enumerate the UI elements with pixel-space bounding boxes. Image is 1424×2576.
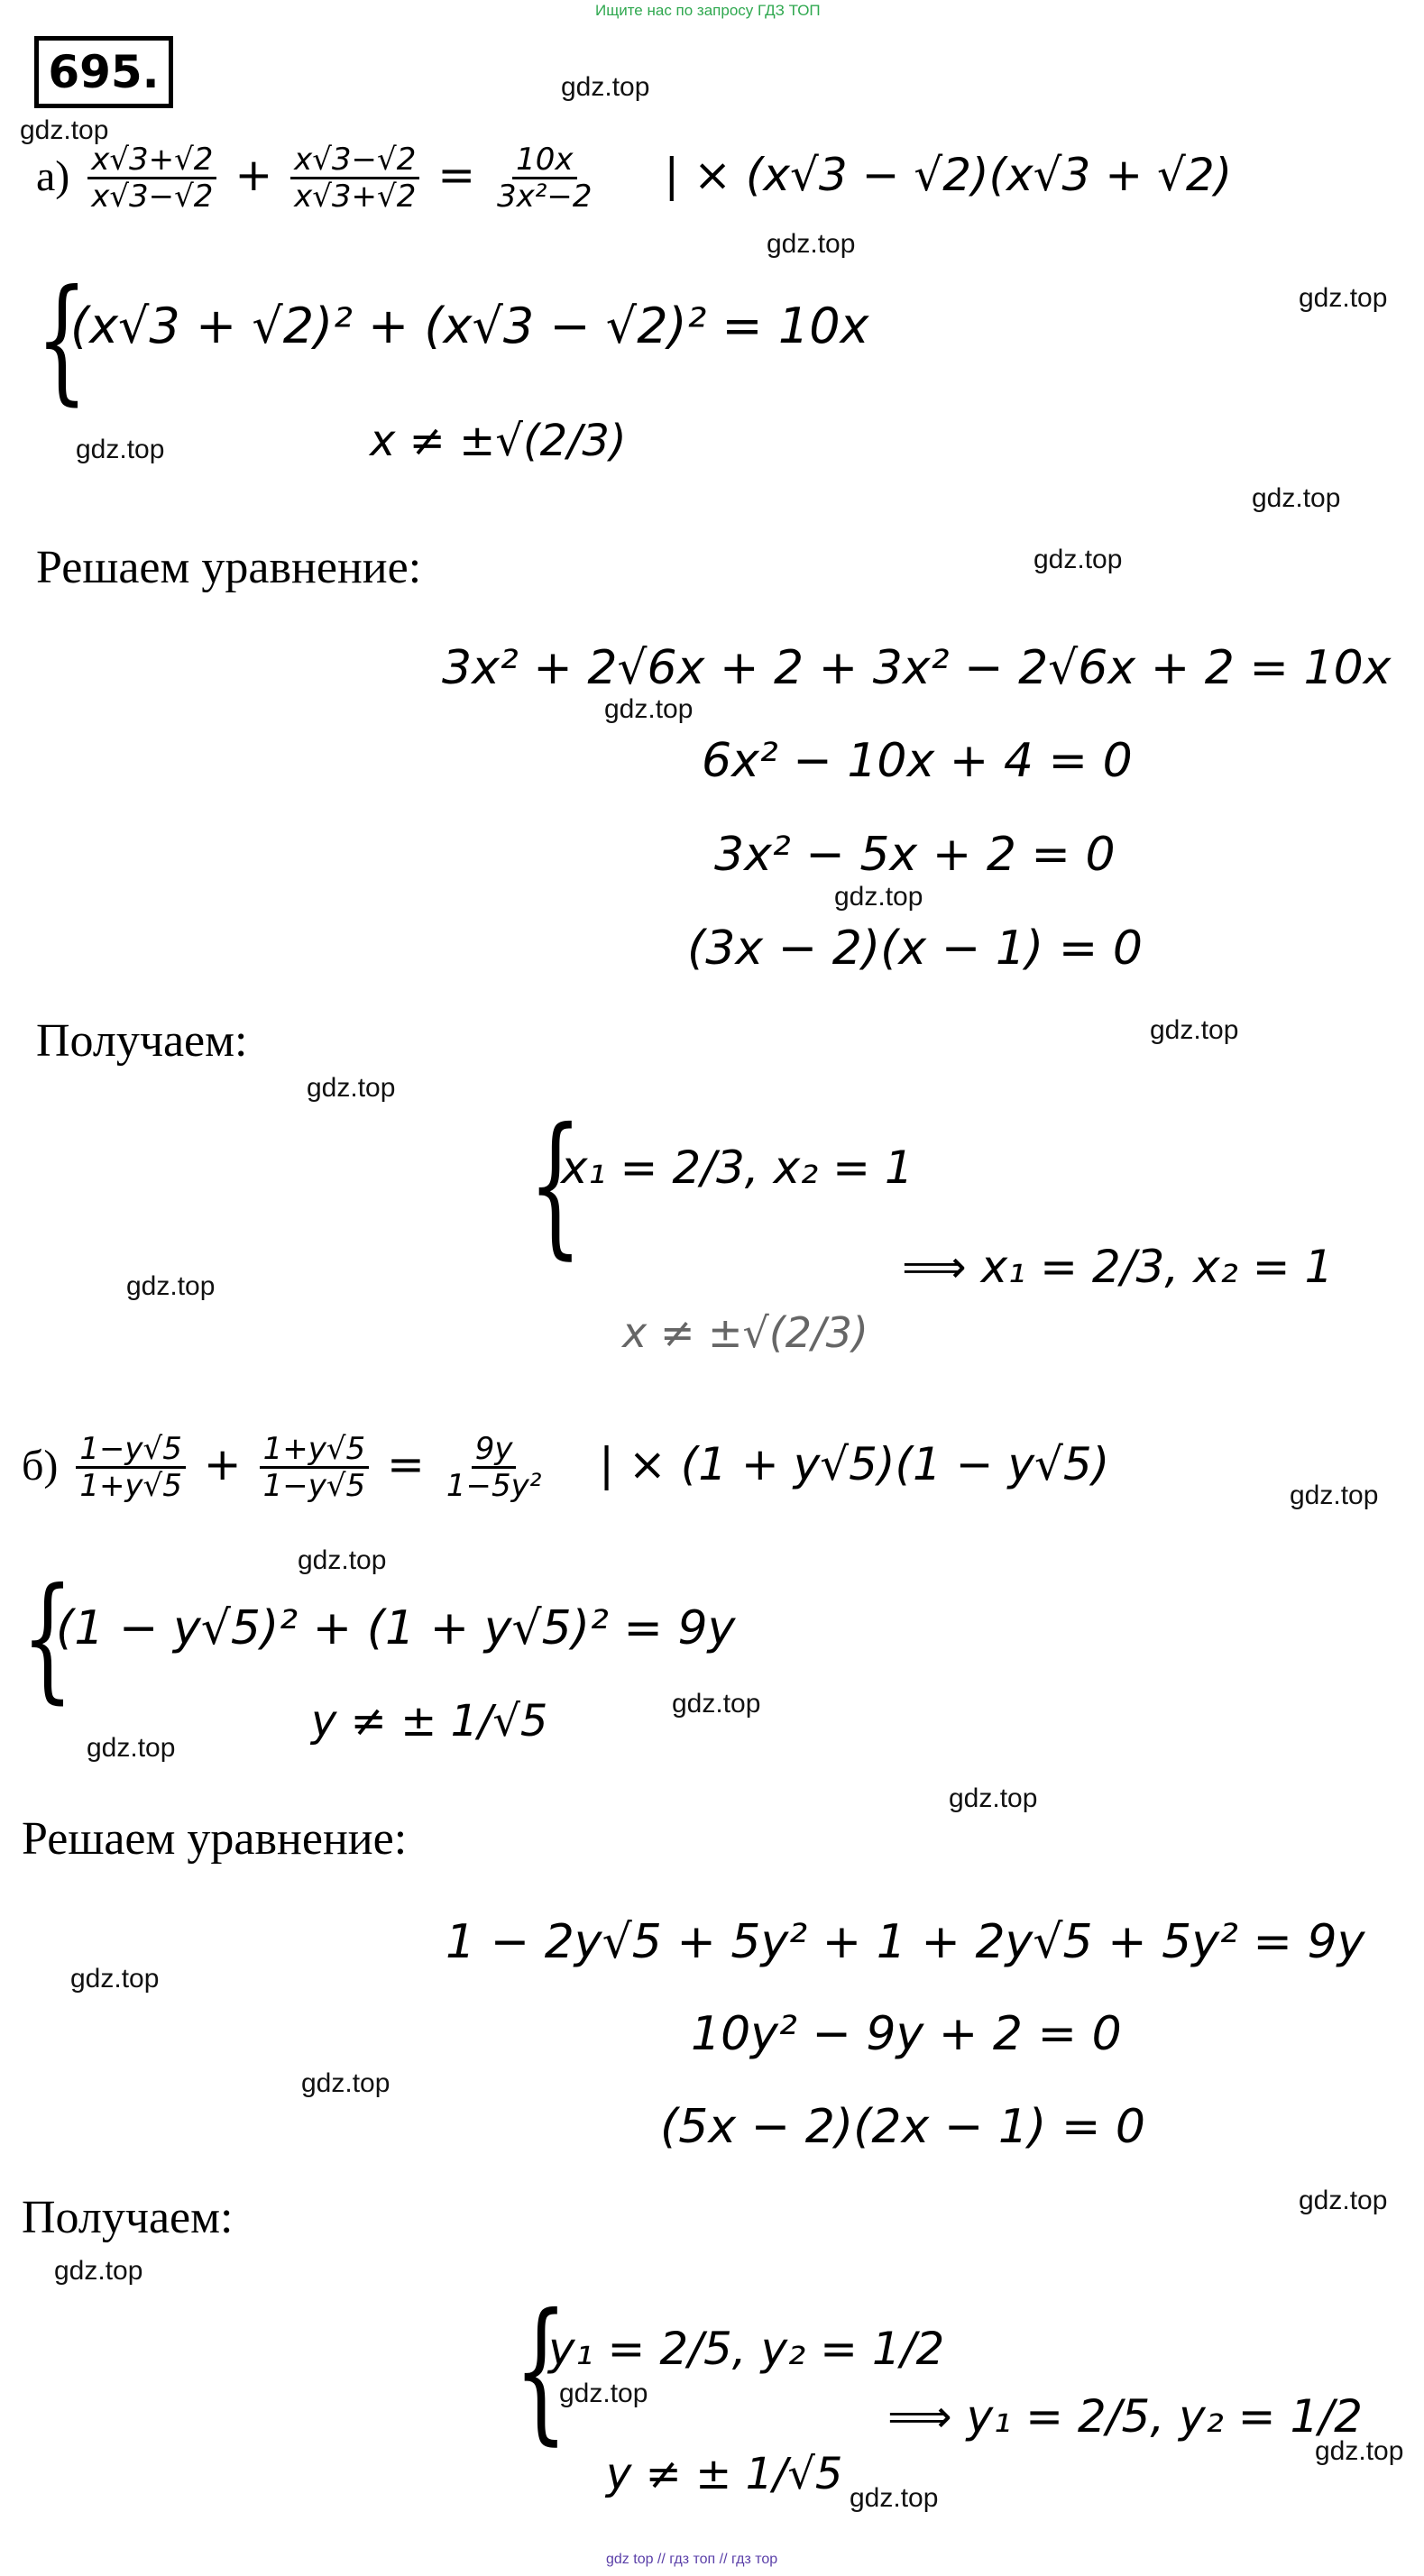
watermark: gdz.top bbox=[1252, 483, 1341, 513]
plus-sign: + bbox=[234, 149, 273, 201]
step-line: 10y² − 9y + 2 = 0 bbox=[691, 2007, 1122, 2061]
denominator: x√3−√2 bbox=[91, 179, 214, 215]
watermark: gdz.top bbox=[301, 2068, 390, 2098]
fraction bbox=[443, 1431, 546, 1504]
watermark: gdz.top bbox=[1290, 1481, 1379, 1510]
step-line: 3x² − 5x + 2 = 0 bbox=[714, 828, 1116, 882]
fraction bbox=[87, 142, 216, 215]
system-restriction: y ≠ ± 1/√5 bbox=[311, 1696, 548, 1746]
plus-sign: + bbox=[203, 1438, 242, 1490]
numerator: 9y bbox=[472, 1434, 517, 1469]
watermark: gdz.top bbox=[949, 1783, 1038, 1813]
result-restriction: x ≠ ±√(2/3) bbox=[622, 1308, 868, 1357]
system-brace: { bbox=[22, 1560, 74, 1717]
step-line: (3x − 2)(x − 1) = 0 bbox=[687, 921, 1143, 976]
watermark: gdz.top bbox=[672, 1689, 761, 1719]
fraction bbox=[76, 1431, 186, 1504]
watermark: gdz.top bbox=[126, 1271, 216, 1301]
watermark: gdz.top bbox=[1299, 283, 1388, 313]
step-line: 3x² + 2√6x + 2 + 3x² − 2√6x + 2 = 10x bbox=[442, 641, 1392, 695]
result-roots: x₁ = 2/3, x₂ = 1 bbox=[561, 1141, 914, 1194]
result-brace: { bbox=[528, 1095, 583, 1274]
step-line: (5x − 2)(2x − 1) = 0 bbox=[660, 2100, 1146, 2154]
watermark: gdz.top bbox=[76, 435, 165, 464]
answer: ⟹ x₁ = 2/3, x₂ = 1 bbox=[902, 1241, 1334, 1293]
denominator: 1+y√5 bbox=[79, 1468, 182, 1504]
equals-sign: = bbox=[437, 149, 476, 201]
watermark: gdz.top bbox=[1315, 2436, 1404, 2466]
numerator: 1−y√5 bbox=[76, 1434, 186, 1469]
watermark: gdz.top bbox=[834, 882, 923, 912]
result-label: Получаем: bbox=[22, 2192, 234, 2243]
watermark: gdz.top bbox=[1299, 2186, 1388, 2215]
watermark: gdz.top bbox=[307, 1073, 396, 1103]
result-restriction: y ≠ ± 1/√5 bbox=[606, 2449, 843, 2499]
watermark: gdz.top bbox=[561, 72, 650, 102]
result-roots: y₁ = 2/5, y₂ = 1/2 bbox=[548, 2323, 945, 2375]
numerator: x√3−√2 bbox=[290, 144, 419, 179]
footer: gdz top // гдз топ // гдз тор bbox=[606, 2552, 778, 2567]
watermark: gdz.top bbox=[559, 2379, 648, 2408]
watermark: gdz.top bbox=[604, 694, 694, 724]
denominator: 1−y√5 bbox=[262, 1468, 366, 1504]
denominator: 1−5y² bbox=[446, 1468, 542, 1504]
fraction bbox=[493, 142, 596, 215]
multiplier: | × (1 + y√5)(1 − y√5) bbox=[599, 1438, 1110, 1490]
problem-number: 695. bbox=[34, 36, 173, 108]
solve-label: Решаем уравнение: bbox=[22, 1813, 408, 1865]
watermark: gdz.top bbox=[87, 1733, 176, 1763]
part-b-label: б) bbox=[22, 1442, 59, 1490]
solve-label: Решаем уравнение: bbox=[36, 542, 422, 593]
part-a-equation bbox=[36, 142, 1233, 215]
numerator: 1+y√5 bbox=[260, 1434, 370, 1469]
equals-sign: = bbox=[387, 1438, 425, 1490]
step-line: 6x² − 10x + 4 = 0 bbox=[702, 734, 1133, 788]
watermark: gdz.top bbox=[70, 1964, 160, 1994]
watermark: gdz.top bbox=[298, 1545, 387, 1575]
system-equation: (1 − y√5)² + (1 + y√5)² = 9y bbox=[56, 1601, 736, 1655]
step-line: 1 − 2y√5 + 5y² + 1 + 2y√5 + 5y² = 9y bbox=[446, 1915, 1365, 1969]
top-banner: Ищите нас по запросу ГДЗ ТОП bbox=[595, 2, 821, 19]
denominator: x√3+√2 bbox=[294, 179, 417, 215]
system-brace: { bbox=[36, 261, 88, 418]
watermark: gdz.top bbox=[20, 115, 109, 145]
result-brace: { bbox=[514, 2281, 568, 2460]
fraction bbox=[260, 1431, 370, 1504]
fraction bbox=[290, 142, 419, 215]
part-a-label: а) bbox=[36, 152, 70, 200]
watermark: gdz.top bbox=[1150, 1015, 1239, 1045]
answer: ⟹ y₁ = 2/5, y₂ = 1/2 bbox=[887, 2390, 1363, 2443]
multiplier: | × (x√3 − √2)(x√3 + √2) bbox=[664, 149, 1233, 201]
result-label: Получаем: bbox=[36, 1015, 248, 1067]
watermark: gdz.top bbox=[767, 229, 856, 259]
numerator: 10x bbox=[512, 144, 576, 179]
watermark: gdz.top bbox=[850, 2483, 939, 2513]
denominator: 3x²−2 bbox=[497, 179, 593, 215]
watermark: gdz.top bbox=[1034, 545, 1123, 574]
watermark: gdz.top bbox=[54, 2256, 143, 2286]
part-b-equation bbox=[22, 1431, 1110, 1504]
numerator: x√3+√2 bbox=[87, 144, 216, 179]
system-restriction: x ≠ ±√(2/3) bbox=[370, 416, 627, 466]
system-equation: (x√3 + √2)² + (x√3 − √2)² = 10x bbox=[70, 298, 869, 354]
